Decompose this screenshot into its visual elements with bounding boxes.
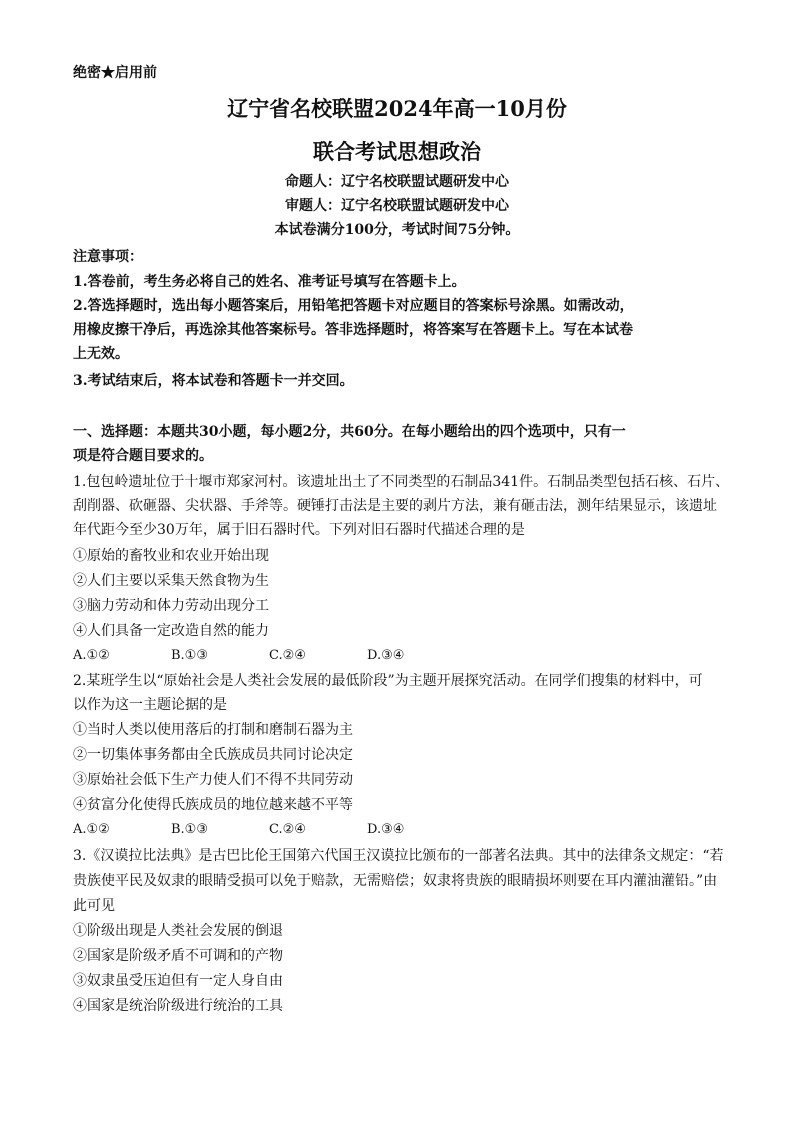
question-item: ③奴隶虽受压迫但有一定人身自由	[73, 973, 283, 989]
confidential-mark: 绝密★启用前	[73, 65, 157, 81]
score-time-line: 本试卷满分100分，考试时间75分钟。	[274, 222, 520, 238]
question-stem: 年代距今至少30万年，属于旧石器时代。下列对旧石器时代描述合理的是	[73, 522, 525, 538]
option-a: A.①②	[73, 648, 110, 663]
question-item: ④人们具备一定改造自然的能力	[73, 623, 269, 639]
exam-title-line1: 辽宁省名校联盟2024年高一10月份	[227, 96, 567, 121]
option-c: C.②④	[269, 648, 306, 663]
question-stem: 2.某班学生以“原始社会是人类社会发展的最低阶段”为主题开展探究活动。在同学们搜集的材料中，可	[73, 673, 703, 689]
section-heading: 项是符合题目要求的。	[73, 448, 213, 464]
question-item: ②国家是阶级矛盾不可调和的产物	[73, 948, 283, 964]
option-a: A.①②	[73, 822, 110, 837]
notice-heading: 注意事项：	[73, 249, 143, 265]
notice-line: 用橡皮擦干净后，再选涂其他答案标号。答非选择题时，将答案写在答题卡上。写在本试卷	[73, 322, 633, 338]
question-item: ②人们主要以采集天然食物为生	[73, 573, 269, 589]
answer-options	[73, 647, 465, 665]
section-heading: 一、选择题：本题共30小题，每小题2分，共60分。在每小题给出的四个选项中，只有一	[73, 424, 626, 440]
option-b: B.①③	[171, 822, 208, 837]
question-item: ③原始社会低下生产力使人们不得不共同劳动	[73, 772, 353, 788]
notice-line: 上无效。	[73, 346, 129, 362]
question-item: ②一切集体事务都由全氏族成员共同讨论决定	[73, 747, 353, 763]
option-d: D.③④	[367, 648, 405, 663]
notice-line: 3.考试结束后，将本试卷和答题卡一并交回。	[73, 373, 354, 389]
option-b: B.①③	[171, 648, 208, 663]
question-stem: 1.包包岭遗址位于十堰市郑家河村。该遗址出土了不同类型的石制品341件。石制品类型包括石核、石片、	[73, 474, 730, 490]
question-item: ①阶级出现是人类社会发展的倒退	[73, 923, 283, 939]
question-item: ①当时人类以使用落后的打制和磨制石器为主	[73, 722, 353, 738]
question-stem: 贵族使平民及奴隶的眼睛受损可以免于赔款，无需赔偿；奴隶将贵族的眼睛损坏则要在耳内灌油灌铅。”由	[73, 873, 718, 889]
option-d: D.③④	[367, 822, 405, 837]
answer-options	[73, 821, 465, 839]
author-line: 命题人：辽宁名校联盟试题研发中心	[285, 174, 509, 190]
question-item: ①原始的畜牧业和农业开始出现	[73, 548, 269, 564]
question-stem: 3.《汉谟拉比法典》是古巴比伦王国第六代国王汉谟拉比颁布的一部著名法典。其中的法律条文规定：“若	[73, 848, 724, 864]
question-item: ③脑力劳动和体力劳动出现分工	[73, 598, 269, 614]
option-c: C.②④	[269, 822, 306, 837]
question-item: ④贫富分化使得氏族成员的地位越来越不平等	[73, 797, 353, 813]
question-stem: 刮削器、砍砸器、尖状器、手斧等。硬锤打击法是主要的剥片方法，兼有砸击法，测年结果显示，该遗址	[73, 498, 717, 514]
notice-line: 1.答卷前，考生务必将自己的姓名、准考证号填写在答题卡上。	[73, 274, 466, 290]
exam-title-line2: 联合考试思想政治	[313, 139, 481, 164]
question-item: ④国家是统治阶级进行统治的工具	[73, 998, 283, 1014]
reviewer-line: 审题人：辽宁名校联盟试题研发中心	[285, 198, 509, 214]
notice-line: 2.答选择题时，选出每小题答案后，用铅笔把答题卡对应题目的答案标号涂黑。如需改动，	[73, 298, 634, 314]
question-stem: 以作为这一主题论据的是	[73, 697, 227, 713]
question-stem: 此可见	[73, 898, 115, 914]
